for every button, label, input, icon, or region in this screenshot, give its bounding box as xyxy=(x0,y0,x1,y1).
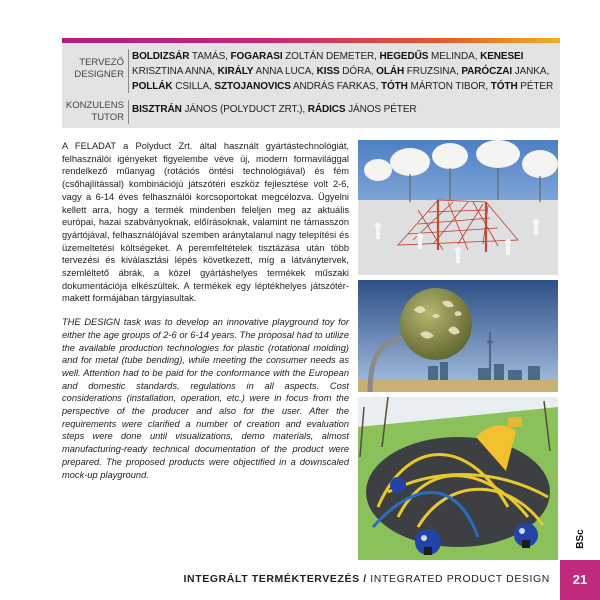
designer-name xyxy=(380,51,475,62)
body-english: THE DESIGN task was to develop an innovative playground toy for either the age groups of 2-6 or 6-14 years. The proposal had to utilize the available production technologies for plastic (rotational molding) and for metal (tube bending), while meeting the consumer needs as well. Attention had to be paid for the conformance with the European and domestic standards, regulations in all aspects. Cost considerations (installation, operation, etc.) were in focus from the perspective of the producer and also for the user. After the requirements were clarified a number of creation and evaluation steps were done until visualizations, demo materials, almost manufacturing-ready technical documentation of the product were prepared. The proposed products were objectified in a downscaled mock-up playground. xyxy=(62,317,349,480)
page-number: 21 xyxy=(560,560,600,600)
designer-first-name: KRISZTINA ANNA xyxy=(132,66,213,77)
designer-last-name: KIRÁLY xyxy=(217,66,254,77)
designer-names: BOLDIZSÁR TAMÁS, FOGARASI ZOLTÁN DEMETER, HEGEDŰS MELINDA, KENESEI KRISZTINA ANNA, KIRÁLY ANNA LUCA, KISS DÓRA, OLÁH FRUZSINA, PARÓCZAI JANKA, POLLÁK CSILLA, SZTOJANOVICS ANDRÁS FARKAS, TÓTH MÁRTON TIBOR, TÓTH PÉTER xyxy=(132,51,554,92)
designer-last-name: TÓTH xyxy=(380,81,408,92)
footer-hungarian-title: INTEGRÁLT TERMÉKTERVEZÉS xyxy=(183,573,360,585)
tutor-label: KONZULENS TUTOR xyxy=(65,100,124,123)
designer-name xyxy=(381,81,485,92)
designer-first-name: ANDRÁS FARKAS xyxy=(290,81,376,92)
rope-structure-photo xyxy=(358,140,558,275)
designer-last-name: KISS xyxy=(316,66,340,77)
designer-last-name: HEGEDŰS xyxy=(379,51,429,62)
tutor-last-name: RÁDICS xyxy=(307,104,346,115)
designer-name xyxy=(132,51,225,62)
sphere-photo xyxy=(358,280,558,392)
designer-label: TERVEZŐ DESIGNER xyxy=(74,57,124,80)
degree-label: BSc xyxy=(575,529,586,549)
footer-separator: / xyxy=(359,573,371,585)
tutor-name xyxy=(132,104,302,115)
tutor-names: BISZTRÁN JÁNOS (POLYDUCT ZRT.), RÁDICS JÁNOS PÉTER xyxy=(132,104,417,115)
designer-last-name: TÓTH xyxy=(490,81,518,92)
designer-first-name: FRUZSINA xyxy=(404,66,456,77)
designer-name xyxy=(132,81,209,92)
designer-first-name: PÉTER xyxy=(517,81,554,92)
body-hungarian: A FELADAT a Polyduct Zrt. által használt gyártástechnológiát, felhasználói igényeket figyelembe véve új, modern formavilággal rendelkező műanyag (rotációs öntési technológiával) és fém (csőhajlítással) kombinációjú játszótéri eszköz fejlesztése volt 2-6, vagy a 6-14 éves felhasználói korcsoportokat megcélozva. Ügyelni kellett arra, hogy a termék mindenben feleljen meg az aktuális európai, hazai szabványoknak, előírásoknak, valamint ne támasszon gyártójával, felhasználójával szemben aránytalanul nagy telepítési és üzemeltetési költségeket. A peremfeltételek tisztázása után több tervezési és kiválasztási lépés következett, míg a látványtervek, szemléltető ábrák, a közel gyártáshelyes termékek műszaki dokumentációja elkészültek. A termékek egy léptékhelyes játszótér-makett formájában tárgyiasultak. xyxy=(62,141,349,304)
designer-first-name: DÓRA xyxy=(339,66,371,77)
designer-last-name: POLLÁK xyxy=(132,81,173,92)
tutor-divider xyxy=(128,100,129,124)
playground-mockup-photo xyxy=(358,397,558,560)
designer-name xyxy=(376,66,456,77)
tutor-last-name: BISZTRÁN xyxy=(132,104,182,115)
tutor-row xyxy=(62,98,560,126)
designer-first-name: MÁRTON TIBOR xyxy=(407,81,486,92)
designer-name xyxy=(317,66,371,77)
tutor-first-name: JÁNOS PÉTER xyxy=(345,104,417,115)
designer-divider xyxy=(128,49,129,93)
designer-last-name: OLÁH xyxy=(376,66,405,77)
designer-first-name: MELINDA xyxy=(428,51,475,62)
designer-name xyxy=(491,81,553,92)
footer-title xyxy=(184,573,550,585)
footer-english-title: INTEGRATED PRODUCT DESIGN xyxy=(370,573,550,585)
designer-name xyxy=(214,81,375,92)
designer-row xyxy=(62,47,560,95)
designer-last-name: SZTOJANOVICS xyxy=(214,81,291,92)
designer-first-name: ZOLTÁN DEMETER xyxy=(282,51,375,62)
designer-first-name: CSILLA xyxy=(172,81,210,92)
body-text xyxy=(62,140,349,492)
credits-box xyxy=(62,43,560,128)
designer-first-name: ANNA LUCA xyxy=(253,66,312,77)
designer-last-name: BOLDIZSÁR xyxy=(132,51,190,62)
designer-name xyxy=(218,66,312,77)
tutor-first-name: JÁNOS (POLYDUCT ZRT.) xyxy=(181,104,303,115)
designer-first-name: TAMÁS xyxy=(189,51,226,62)
designer-last-name: KENESEI xyxy=(480,51,524,62)
designer-name xyxy=(461,66,546,77)
designer-name xyxy=(231,51,375,62)
designer-first-name: JANKA xyxy=(512,66,547,77)
tutor-name xyxy=(308,104,417,115)
designer-last-name: FOGARASI xyxy=(230,51,283,62)
designer-last-name: PARÓCZAI xyxy=(461,66,513,77)
